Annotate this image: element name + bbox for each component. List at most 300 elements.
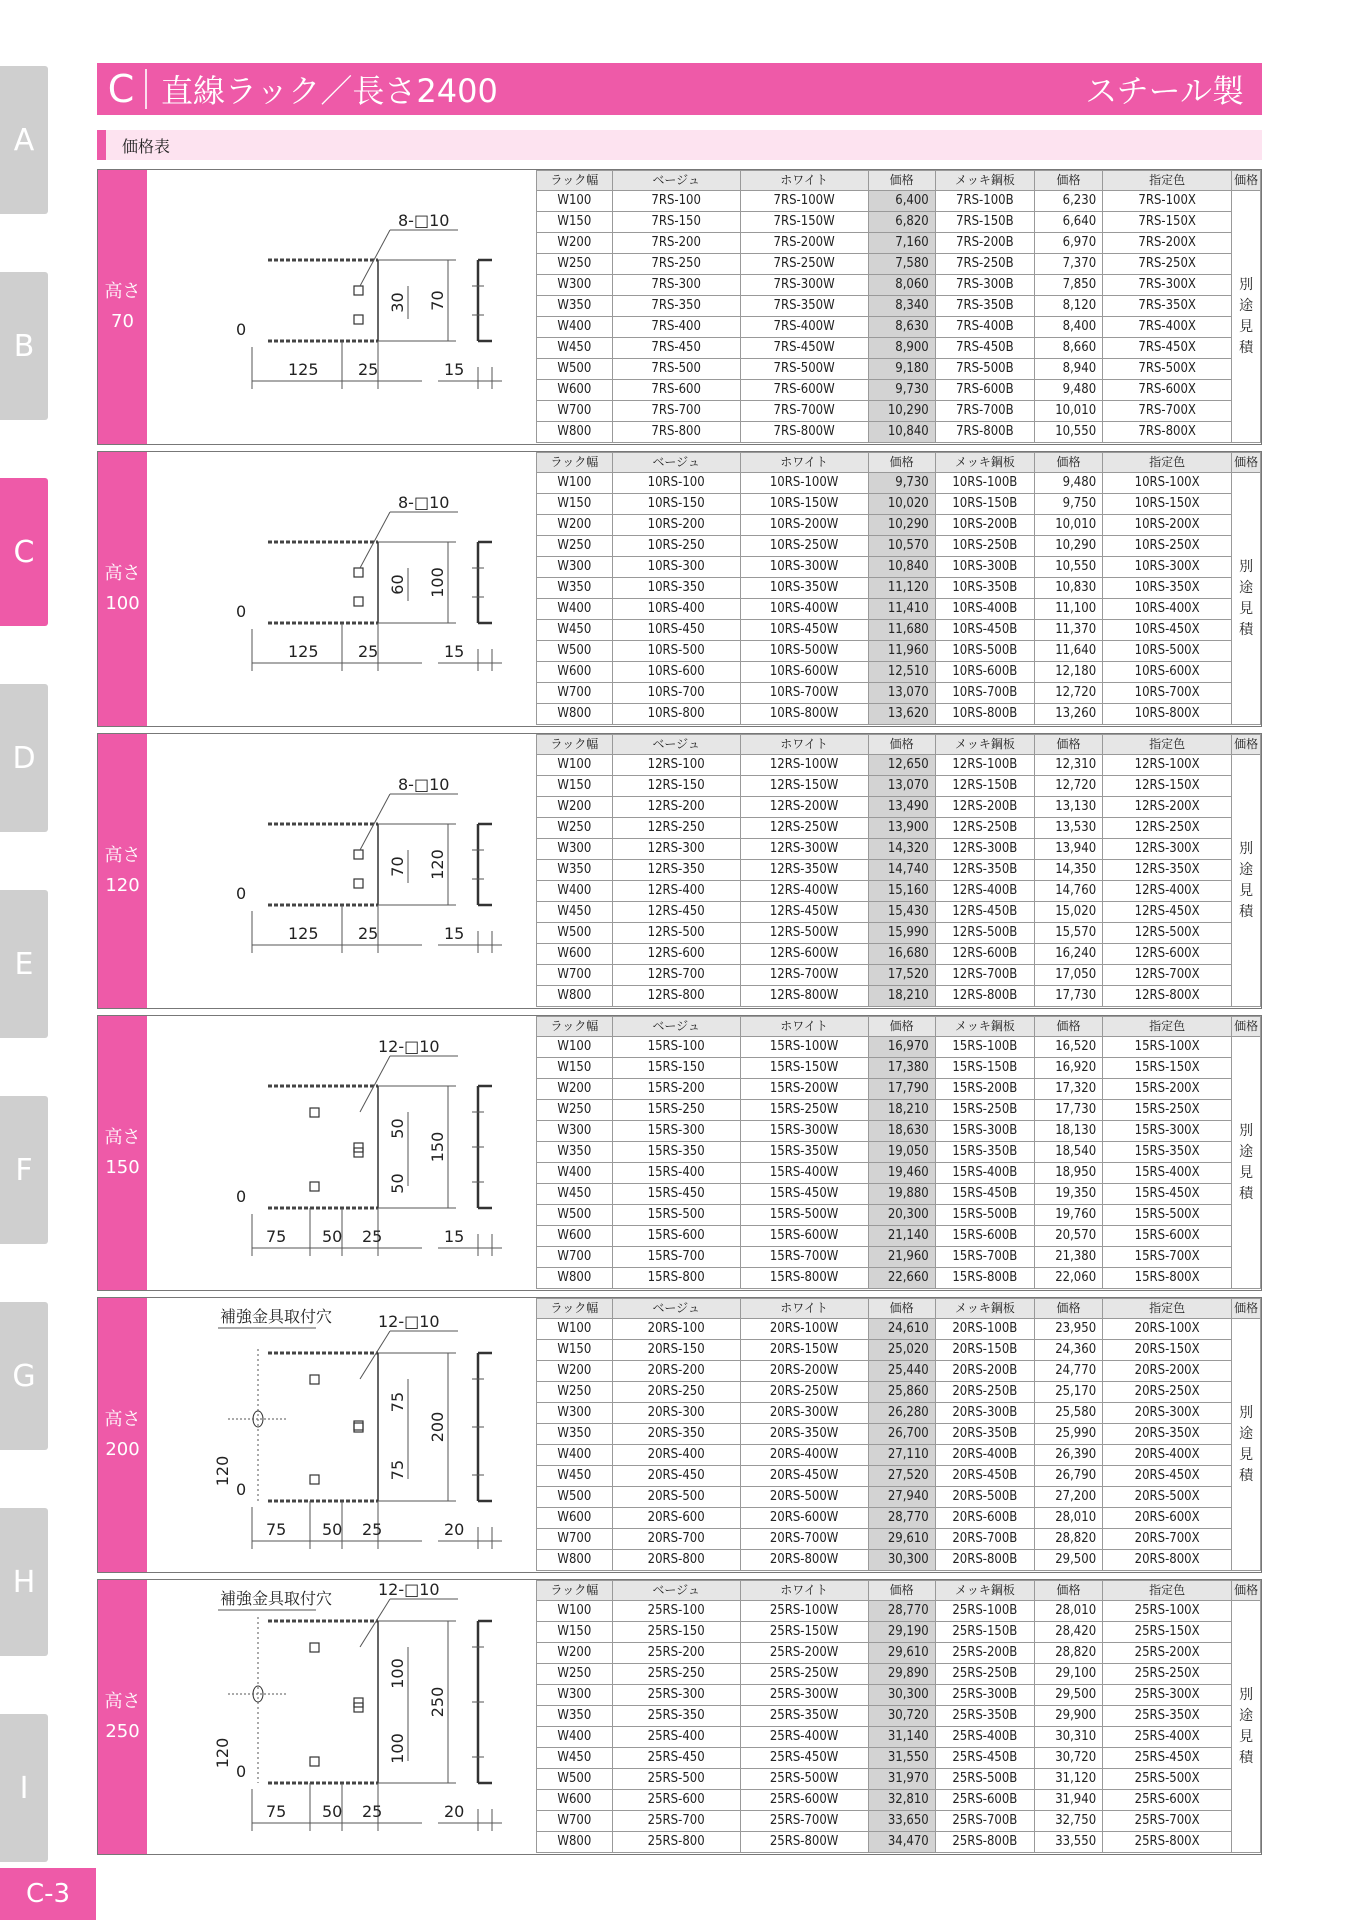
white-code-cell: 20RS-200W bbox=[740, 1361, 868, 1382]
height-value: 250 bbox=[105, 1721, 140, 1742]
white-code-cell: 12RS-150W bbox=[740, 776, 868, 797]
table-header-row bbox=[537, 171, 1261, 191]
table-header-row bbox=[537, 1581, 1261, 1601]
white-code-cell: 7RS-150W bbox=[740, 212, 868, 233]
rack-height-block bbox=[97, 733, 1262, 1009]
white-code-cell: 20RS-600W bbox=[740, 1508, 868, 1529]
beige-code-cell: 20RS-250 bbox=[612, 1382, 740, 1403]
table-row bbox=[537, 1247, 1261, 1268]
dim-total-height-label: 250 bbox=[428, 1686, 447, 1718]
custom-color-code-cell: 15RS-150X bbox=[1103, 1058, 1232, 1079]
custom-color-code-cell: 10RS-450X bbox=[1103, 620, 1232, 641]
plated-price-cell: 19,350 bbox=[1034, 1184, 1102, 1205]
custom-color-code-cell: 7RS-700X bbox=[1103, 401, 1232, 422]
custom-color-code-cell: 15RS-250X bbox=[1103, 1100, 1232, 1121]
plated-price-cell: 7,850 bbox=[1034, 275, 1102, 296]
plated-code-cell: 7RS-200B bbox=[935, 233, 1034, 254]
table-row bbox=[537, 296, 1261, 317]
custom-color-code-cell: 15RS-300X bbox=[1103, 1121, 1232, 1142]
price-table bbox=[536, 734, 1261, 1007]
price-cell: 11,680 bbox=[868, 620, 935, 641]
rack-section-drawing bbox=[148, 170, 534, 444]
beige-code-cell: 25RS-150 bbox=[612, 1622, 740, 1643]
dim-total-height-label: 120 bbox=[428, 849, 447, 880]
dim-left-width-label: 125 bbox=[288, 924, 319, 943]
custom-color-code-cell: 25RS-400X bbox=[1103, 1727, 1232, 1748]
rack-width-cell: W100 bbox=[537, 473, 613, 494]
white-code-cell: 10RS-150W bbox=[740, 494, 868, 515]
white-code-cell: 20RS-800W bbox=[740, 1550, 868, 1571]
beige-code-cell: 12RS-300 bbox=[612, 839, 740, 860]
white-code-cell: 7RS-300W bbox=[740, 275, 868, 296]
column-header: 指定色 bbox=[1103, 735, 1232, 755]
table-row bbox=[537, 818, 1261, 839]
table-row bbox=[537, 1268, 1261, 1289]
beige-code-cell: 10RS-600 bbox=[612, 662, 740, 683]
custom-color-code-cell: 12RS-150X bbox=[1103, 776, 1232, 797]
price-table bbox=[536, 452, 1261, 725]
price-cell: 28,770 bbox=[868, 1601, 935, 1622]
plated-code-cell: 15RS-300B bbox=[935, 1121, 1034, 1142]
column-header: メッキ鋼板 bbox=[935, 171, 1034, 191]
plated-code-cell: 12RS-250B bbox=[935, 818, 1034, 839]
beige-code-cell: 7RS-500 bbox=[612, 359, 740, 380]
plated-price-cell: 22,060 bbox=[1034, 1268, 1102, 1289]
table-row bbox=[537, 1226, 1261, 1247]
white-code-cell: 15RS-700W bbox=[740, 1247, 868, 1268]
plated-price-cell: 12,310 bbox=[1034, 755, 1102, 776]
custom-color-code-cell: 15RS-700X bbox=[1103, 1247, 1232, 1268]
column-header: ベージュ bbox=[612, 1299, 740, 1319]
plated-code-cell: 25RS-150B bbox=[935, 1622, 1034, 1643]
plated-code-cell: 12RS-150B bbox=[935, 776, 1034, 797]
table-row bbox=[537, 1811, 1261, 1832]
plated-code-cell: 7RS-700B bbox=[935, 401, 1034, 422]
price-cell: 9,730 bbox=[868, 473, 935, 494]
column-header: メッキ鋼板 bbox=[935, 1299, 1034, 1319]
section-letter: C bbox=[97, 69, 147, 109]
beige-code-cell: 25RS-600 bbox=[612, 1790, 740, 1811]
custom-color-code-cell: 25RS-150X bbox=[1103, 1622, 1232, 1643]
price-cell: 17,520 bbox=[868, 965, 935, 986]
dim-upper-pitch-label: 75 bbox=[388, 1391, 407, 1413]
table-row bbox=[537, 683, 1261, 704]
plated-price-cell: 32,750 bbox=[1034, 1811, 1102, 1832]
plated-price-cell: 26,790 bbox=[1034, 1466, 1102, 1487]
custom-color-code-cell: 15RS-400X bbox=[1103, 1163, 1232, 1184]
column-header: 指定色 bbox=[1103, 453, 1232, 473]
beige-code-cell: 20RS-800 bbox=[612, 1550, 740, 1571]
price-cell: 30,720 bbox=[868, 1706, 935, 1727]
plated-code-cell: 25RS-400B bbox=[935, 1727, 1034, 1748]
price-cell: 21,140 bbox=[868, 1226, 935, 1247]
plated-price-cell: 12,720 bbox=[1034, 683, 1102, 704]
price-cell: 16,680 bbox=[868, 944, 935, 965]
beige-code-cell: 20RS-400 bbox=[612, 1445, 740, 1466]
plated-price-cell: 17,730 bbox=[1034, 1100, 1102, 1121]
table-row bbox=[537, 797, 1261, 818]
white-code-cell: 7RS-100W bbox=[740, 191, 868, 212]
beige-code-cell: 25RS-800 bbox=[612, 1832, 740, 1853]
plated-code-cell: 10RS-400B bbox=[935, 599, 1034, 620]
white-code-cell: 25RS-800W bbox=[740, 1832, 868, 1853]
white-code-cell: 7RS-250W bbox=[740, 254, 868, 275]
white-code-cell: 25RS-600W bbox=[740, 1790, 868, 1811]
beige-code-cell: 15RS-500 bbox=[612, 1205, 740, 1226]
rack-width-cell: W100 bbox=[537, 191, 613, 212]
rack-width-cell: W500 bbox=[537, 641, 613, 662]
rack-width-cell: W200 bbox=[537, 1643, 613, 1664]
table-header-row bbox=[537, 453, 1261, 473]
custom-color-code-cell: 25RS-450X bbox=[1103, 1748, 1232, 1769]
height-tab bbox=[98, 452, 147, 726]
rack-width-cell: W250 bbox=[537, 818, 613, 839]
height-tab bbox=[98, 1298, 147, 1572]
white-code-cell: 12RS-200W bbox=[740, 797, 868, 818]
plated-price-cell: 28,820 bbox=[1034, 1529, 1102, 1550]
plated-price-cell: 30,720 bbox=[1034, 1748, 1102, 1769]
rack-width-cell: W350 bbox=[537, 1424, 613, 1445]
price-cell: 8,630 bbox=[868, 317, 935, 338]
column-header: ラック幅 bbox=[537, 1581, 613, 1601]
side-tab-i[interactable]: I bbox=[0, 1714, 48, 1862]
plated-price-cell: 25,170 bbox=[1034, 1382, 1102, 1403]
subheader-accent bbox=[97, 130, 106, 160]
price-table-subheader bbox=[97, 130, 1262, 160]
custom-color-code-cell: 12RS-450X bbox=[1103, 902, 1232, 923]
table-header-row bbox=[537, 1017, 1261, 1037]
beige-code-cell: 25RS-200 bbox=[612, 1643, 740, 1664]
column-header: 指定色 bbox=[1103, 1581, 1232, 1601]
white-code-cell: 15RS-350W bbox=[740, 1142, 868, 1163]
hole-mark bbox=[354, 568, 363, 577]
table-row bbox=[537, 620, 1261, 641]
rack-height-block bbox=[97, 1015, 1262, 1291]
rack-width-cell: W350 bbox=[537, 1706, 613, 1727]
plated-code-cell: 20RS-300B bbox=[935, 1403, 1034, 1424]
plated-price-cell: 28,420 bbox=[1034, 1622, 1102, 1643]
table-row bbox=[537, 965, 1261, 986]
price-cell: 13,900 bbox=[868, 818, 935, 839]
price-cell: 10,840 bbox=[868, 557, 935, 578]
price-cell: 10,570 bbox=[868, 536, 935, 557]
custom-color-code-cell: 12RS-600X bbox=[1103, 944, 1232, 965]
hole-mark bbox=[354, 597, 363, 606]
price-cell: 29,610 bbox=[868, 1643, 935, 1664]
custom-color-code-cell: 25RS-350X bbox=[1103, 1706, 1232, 1727]
side-tab-d[interactable]: D bbox=[0, 684, 48, 832]
reinforcement-hole-label: 補強金具取付穴 bbox=[220, 1589, 333, 1608]
column-header: 指定色 bbox=[1103, 171, 1232, 191]
plated-code-cell: 7RS-350B bbox=[935, 296, 1034, 317]
custom-color-code-cell: 10RS-700X bbox=[1103, 683, 1232, 704]
plated-price-cell: 7,370 bbox=[1034, 254, 1102, 275]
column-header: メッキ鋼板 bbox=[935, 735, 1034, 755]
price-cell: 27,110 bbox=[868, 1445, 935, 1466]
table-row bbox=[537, 380, 1261, 401]
plated-price-cell: 17,730 bbox=[1034, 986, 1102, 1007]
dim-hole-pitch-label: 70 bbox=[388, 856, 407, 877]
price-cell: 32,810 bbox=[868, 1790, 935, 1811]
rack-section-drawing bbox=[148, 734, 534, 1008]
rack-width-cell: W800 bbox=[537, 1550, 613, 1571]
white-code-cell: 15RS-300W bbox=[740, 1121, 868, 1142]
rack-width-cell: W450 bbox=[537, 1748, 613, 1769]
hole-mark bbox=[354, 315, 363, 324]
dim-mid-label: 25 bbox=[358, 924, 379, 943]
beige-code-cell: 15RS-300 bbox=[612, 1121, 740, 1142]
plated-code-cell: 12RS-800B bbox=[935, 986, 1034, 1007]
white-code-cell: 25RS-500W bbox=[740, 1769, 868, 1790]
white-code-cell: 7RS-600W bbox=[740, 380, 868, 401]
plated-code-cell: 10RS-500B bbox=[935, 641, 1034, 662]
column-header: 指定色 bbox=[1103, 1299, 1232, 1319]
table-row bbox=[537, 1508, 1261, 1529]
price-cell: 11,410 bbox=[868, 599, 935, 620]
beige-code-cell: 20RS-450 bbox=[612, 1466, 740, 1487]
height-value: 120 bbox=[105, 875, 140, 896]
plated-code-cell: 25RS-300B bbox=[935, 1685, 1034, 1706]
side-tab-a[interactable]: A bbox=[0, 66, 48, 214]
beige-code-cell: 7RS-100 bbox=[612, 191, 740, 212]
price-cell: 10,020 bbox=[868, 494, 935, 515]
table-row bbox=[537, 1184, 1261, 1205]
beige-code-cell: 12RS-350 bbox=[612, 860, 740, 881]
plated-code-cell: 25RS-700B bbox=[935, 1811, 1034, 1832]
dim-a-label: 75 bbox=[266, 1227, 287, 1246]
custom-color-code-cell: 10RS-150X bbox=[1103, 494, 1232, 515]
dim-edge-label: 15 bbox=[444, 642, 465, 661]
price-cell: 24,610 bbox=[868, 1319, 935, 1340]
section-header bbox=[97, 63, 1262, 115]
rack-width-cell: W200 bbox=[537, 1361, 613, 1382]
side-tab-g[interactable]: G bbox=[0, 1302, 48, 1450]
white-code-cell: 7RS-350W bbox=[740, 296, 868, 317]
column-header: ラック幅 bbox=[537, 1299, 613, 1319]
beige-code-cell: 12RS-250 bbox=[612, 818, 740, 839]
plated-code-cell: 12RS-200B bbox=[935, 797, 1034, 818]
rack-width-cell: W800 bbox=[537, 422, 613, 443]
rack-width-cell: W150 bbox=[537, 1622, 613, 1643]
plated-price-cell: 28,820 bbox=[1034, 1643, 1102, 1664]
price-cell: 19,460 bbox=[868, 1163, 935, 1184]
white-code-cell: 20RS-450W bbox=[740, 1466, 868, 1487]
column-header: ベージュ bbox=[612, 735, 740, 755]
plated-code-cell: 10RS-800B bbox=[935, 704, 1034, 725]
plated-code-cell: 7RS-150B bbox=[935, 212, 1034, 233]
custom-color-code-cell: 25RS-250X bbox=[1103, 1664, 1232, 1685]
column-header: 価格 bbox=[1034, 1017, 1102, 1037]
white-code-cell: 20RS-400W bbox=[740, 1445, 868, 1466]
plated-price-cell: 17,320 bbox=[1034, 1079, 1102, 1100]
price-cell: 26,280 bbox=[868, 1403, 935, 1424]
custom-color-code-cell: 7RS-250X bbox=[1103, 254, 1232, 275]
price-cell: 29,190 bbox=[868, 1622, 935, 1643]
beige-code-cell: 7RS-300 bbox=[612, 275, 740, 296]
dim-lower-pitch-label: 100 bbox=[388, 1733, 407, 1764]
custom-color-code-cell: 20RS-150X bbox=[1103, 1340, 1232, 1361]
custom-color-code-cell: 20RS-300X bbox=[1103, 1403, 1232, 1424]
quote-note: 別途見積 bbox=[1239, 558, 1254, 638]
quote-note-cell bbox=[1232, 191, 1261, 443]
table-row bbox=[537, 1790, 1261, 1811]
custom-color-code-cell: 10RS-100X bbox=[1103, 473, 1232, 494]
white-code-cell: 7RS-450W bbox=[740, 338, 868, 359]
custom-color-code-cell: 7RS-300X bbox=[1103, 275, 1232, 296]
white-code-cell: 25RS-350W bbox=[740, 1706, 868, 1727]
column-header: ラック幅 bbox=[537, 171, 613, 191]
price-cell: 7,580 bbox=[868, 254, 935, 275]
plated-price-cell: 24,360 bbox=[1034, 1340, 1102, 1361]
rack-width-cell: W400 bbox=[537, 317, 613, 338]
plated-price-cell: 6,970 bbox=[1034, 233, 1102, 254]
white-code-cell: 7RS-700W bbox=[740, 401, 868, 422]
column-header: ホワイト bbox=[740, 1299, 868, 1319]
table-row bbox=[537, 401, 1261, 422]
plated-code-cell: 12RS-600B bbox=[935, 944, 1034, 965]
custom-color-code-cell: 7RS-800X bbox=[1103, 422, 1232, 443]
height-tab bbox=[98, 1580, 147, 1854]
rack-width-cell: W150 bbox=[537, 776, 613, 797]
plated-code-cell: 20RS-600B bbox=[935, 1508, 1034, 1529]
side-tab-e[interactable]: E bbox=[0, 890, 48, 1038]
table-row bbox=[537, 860, 1261, 881]
table-row bbox=[537, 1403, 1261, 1424]
plated-code-cell: 20RS-500B bbox=[935, 1487, 1034, 1508]
table-row bbox=[537, 1529, 1261, 1550]
beige-code-cell: 20RS-500 bbox=[612, 1487, 740, 1508]
column-header: 価格 bbox=[1232, 1581, 1261, 1601]
rack-width-cell: W100 bbox=[537, 1601, 613, 1622]
subheader-label: 価格表 bbox=[122, 136, 171, 156]
table-row bbox=[537, 212, 1261, 233]
price-cell: 27,940 bbox=[868, 1487, 935, 1508]
plated-price-cell: 20,570 bbox=[1034, 1226, 1102, 1247]
rack-width-cell: W250 bbox=[537, 536, 613, 557]
price-cell: 17,380 bbox=[868, 1058, 935, 1079]
plated-price-cell: 18,540 bbox=[1034, 1142, 1102, 1163]
rack-section-drawing bbox=[148, 452, 534, 726]
column-header: ホワイト bbox=[740, 735, 868, 755]
white-code-cell: 25RS-150W bbox=[740, 1622, 868, 1643]
height-value: 100 bbox=[105, 593, 140, 614]
column-header: ベージュ bbox=[612, 1581, 740, 1601]
custom-color-code-cell: 12RS-250X bbox=[1103, 818, 1232, 839]
side-tab-h[interactable]: H bbox=[0, 1508, 48, 1656]
plated-code-cell: 25RS-800B bbox=[935, 1832, 1034, 1853]
price-cell: 28,770 bbox=[868, 1508, 935, 1529]
price-cell: 12,510 bbox=[868, 662, 935, 683]
side-tab-b[interactable]: B bbox=[0, 272, 48, 420]
beige-code-cell: 25RS-400 bbox=[612, 1727, 740, 1748]
plated-code-cell: 10RS-100B bbox=[935, 473, 1034, 494]
beige-code-cell: 7RS-150 bbox=[612, 212, 740, 233]
plated-code-cell: 20RS-450B bbox=[935, 1466, 1034, 1487]
custom-color-code-cell: 25RS-100X bbox=[1103, 1601, 1232, 1622]
rack-width-cell: W500 bbox=[537, 1769, 613, 1790]
white-code-cell: 25RS-700W bbox=[740, 1811, 868, 1832]
white-code-cell: 15RS-450W bbox=[740, 1184, 868, 1205]
plated-price-cell: 27,200 bbox=[1034, 1487, 1102, 1508]
white-code-cell: 15RS-800W bbox=[740, 1268, 868, 1289]
dim-side-label: 120 bbox=[213, 1455, 232, 1487]
holes-spec-label: 8-□10 bbox=[398, 775, 450, 794]
beige-code-cell: 12RS-200 bbox=[612, 797, 740, 818]
height-value: 200 bbox=[105, 1439, 140, 1460]
origin-label: 0 bbox=[236, 1762, 247, 1781]
beige-code-cell: 20RS-350 bbox=[612, 1424, 740, 1445]
hole-mark bbox=[310, 1182, 319, 1191]
white-code-cell: 12RS-450W bbox=[740, 902, 868, 923]
white-code-cell: 12RS-400W bbox=[740, 881, 868, 902]
height-tab bbox=[98, 1016, 147, 1290]
rack-width-cell: W800 bbox=[537, 704, 613, 725]
dim-upper-pitch-label: 50 bbox=[388, 1118, 407, 1139]
side-tab-c[interactable]: C bbox=[0, 478, 48, 626]
table-row bbox=[537, 338, 1261, 359]
white-code-cell: 15RS-150W bbox=[740, 1058, 868, 1079]
white-code-cell: 10RS-100W bbox=[740, 473, 868, 494]
white-code-cell: 15RS-400W bbox=[740, 1163, 868, 1184]
table-row bbox=[537, 275, 1261, 296]
custom-color-code-cell: 12RS-350X bbox=[1103, 860, 1232, 881]
plated-code-cell: 12RS-700B bbox=[935, 965, 1034, 986]
beige-code-cell: 15RS-100 bbox=[612, 1037, 740, 1058]
plated-code-cell: 12RS-100B bbox=[935, 755, 1034, 776]
white-code-cell: 15RS-100W bbox=[740, 1037, 868, 1058]
rack-width-cell: W150 bbox=[537, 494, 613, 515]
beige-code-cell: 15RS-450 bbox=[612, 1184, 740, 1205]
white-code-cell: 25RS-400W bbox=[740, 1727, 868, 1748]
column-header: 価格 bbox=[868, 171, 935, 191]
custom-color-code-cell: 25RS-200X bbox=[1103, 1643, 1232, 1664]
rack-width-cell: W150 bbox=[537, 212, 613, 233]
custom-color-code-cell: 15RS-350X bbox=[1103, 1142, 1232, 1163]
price-cell: 15,160 bbox=[868, 881, 935, 902]
white-code-cell: 10RS-600W bbox=[740, 662, 868, 683]
holes-spec-label: 8-□10 bbox=[398, 493, 450, 512]
column-header: ベージュ bbox=[612, 1017, 740, 1037]
table-row bbox=[537, 986, 1261, 1007]
plated-code-cell: 15RS-250B bbox=[935, 1100, 1034, 1121]
plated-code-cell: 7RS-800B bbox=[935, 422, 1034, 443]
white-code-cell: 12RS-250W bbox=[740, 818, 868, 839]
rack-height-block bbox=[97, 451, 1262, 727]
price-cell: 34,470 bbox=[868, 1832, 935, 1853]
column-header: 価格 bbox=[1232, 1299, 1261, 1319]
side-tab-f[interactable]: F bbox=[0, 1096, 48, 1244]
table-row bbox=[537, 1205, 1261, 1226]
dim-lower-pitch-label: 75 bbox=[388, 1459, 407, 1481]
plated-price-cell: 30,310 bbox=[1034, 1727, 1102, 1748]
plated-price-cell: 11,640 bbox=[1034, 641, 1102, 662]
white-code-cell: 25RS-450W bbox=[740, 1748, 868, 1769]
beige-code-cell: 12RS-800 bbox=[612, 986, 740, 1007]
custom-color-code-cell: 25RS-600X bbox=[1103, 1790, 1232, 1811]
rack-width-cell: W800 bbox=[537, 1268, 613, 1289]
price-cell: 30,300 bbox=[868, 1685, 935, 1706]
plated-code-cell: 12RS-400B bbox=[935, 881, 1034, 902]
reinforcement-hole-label: 補強金具取付穴 bbox=[220, 1307, 333, 1326]
plated-price-cell: 11,370 bbox=[1034, 620, 1102, 641]
plated-price-cell: 10,010 bbox=[1034, 515, 1102, 536]
rack-width-cell: W350 bbox=[537, 296, 613, 317]
plated-code-cell: 12RS-450B bbox=[935, 902, 1034, 923]
beige-code-cell: 12RS-400 bbox=[612, 881, 740, 902]
plated-code-cell: 15RS-700B bbox=[935, 1247, 1034, 1268]
plated-code-cell: 20RS-400B bbox=[935, 1445, 1034, 1466]
origin-label: 0 bbox=[236, 602, 247, 621]
